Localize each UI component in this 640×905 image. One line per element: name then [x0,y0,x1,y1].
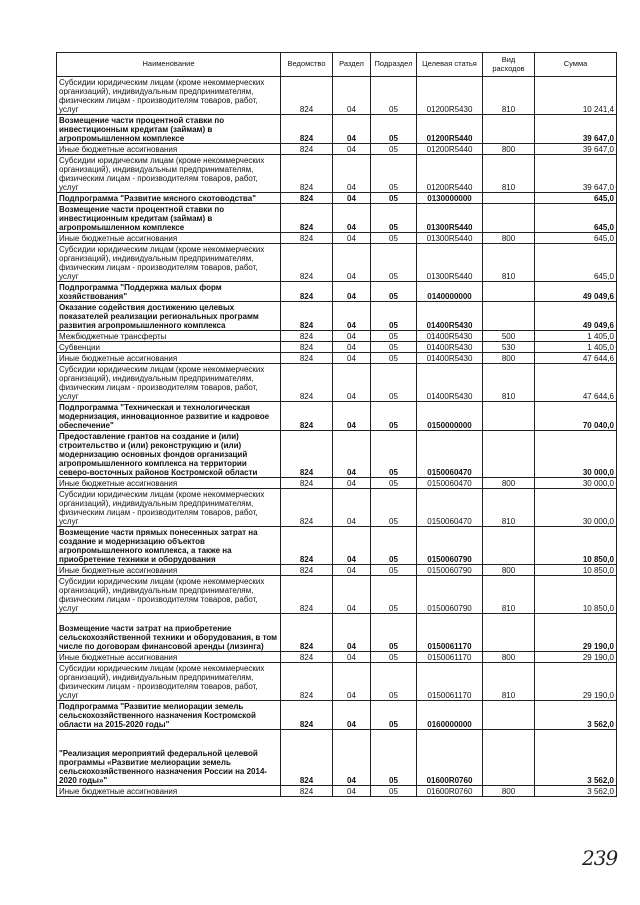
cell-target: 0150061170 [417,652,483,663]
cell-name: Иные бюджетные ассигнования [57,786,281,797]
table-row [57,115,617,144]
table-row [57,701,617,730]
cell-section: 04 [333,331,371,342]
cell-dept: 824 [281,302,333,331]
cell-target: 01300R5440 [417,244,483,282]
cell-exp-type: 800 [483,478,535,489]
header-sum: Сумма [535,53,617,77]
cell-exp-type: 800 [483,652,535,663]
cell-section: 04 [333,527,371,565]
cell-dept: 824 [281,244,333,282]
cell-subsection: 05 [371,282,417,302]
header-section: Раздел [333,53,371,77]
cell-sum: 29 190,0 [535,663,617,701]
cell-exp-type [483,730,535,786]
cell-dept: 824 [281,730,333,786]
cell-section: 04 [333,786,371,797]
cell-target: 01400R5430 [417,331,483,342]
cell-dept: 824 [281,402,333,431]
cell-dept: 824 [281,663,333,701]
cell-sum: 47 644,6 [535,364,617,402]
table-row [57,204,617,233]
table-row [57,730,617,786]
cell-target: 0140000000 [417,282,483,302]
cell-section: 04 [333,364,371,402]
cell-dept: 824 [281,565,333,576]
cell-sum: 3 562,0 [535,786,617,797]
header-name: Наименование [57,53,281,77]
cell-target: 01300R5440 [417,204,483,233]
cell-subsection: 05 [371,233,417,244]
cell-exp-type [483,431,535,478]
cell-name: Субсидии юридическим лицам (кроме некоммерческих организаций), индивидуальным предпринимателям, физическим лицам - производителям товаров, работ, услуг [57,489,281,527]
cell-sum: 645,0 [535,204,617,233]
cell-target: 0150060790 [417,565,483,576]
cell-name: Подпрограмма "Техническая и технологическая модернизация, инновационное развитие и кадровое обеспечение" [57,402,281,431]
table-row [57,489,617,527]
cell-target: 01200R5440 [417,155,483,193]
cell-exp-type: 800 [483,233,535,244]
table-row [57,431,617,478]
cell-name: Субсидии юридическим лицам (кроме некоммерческих организаций), индивидуальным предпринимателям, физическим лицам - производителям товаров, работ, услуг [57,576,281,614]
cell-target: 0150000000 [417,402,483,431]
cell-dept: 824 [281,701,333,730]
cell-dept: 824 [281,353,333,364]
table-row [57,155,617,193]
cell-subsection: 05 [371,478,417,489]
table-row [57,614,617,652]
cell-target: 0150060790 [417,527,483,565]
cell-target: 0150060470 [417,431,483,478]
cell-section: 04 [333,565,371,576]
cell-name: Иные бюджетные ассигнования [57,353,281,364]
cell-dept: 824 [281,478,333,489]
cell-sum: 30 000,0 [535,431,617,478]
cell-target: 0150061170 [417,663,483,701]
cell-section: 04 [333,576,371,614]
cell-section: 04 [333,652,371,663]
cell-target: 0150060470 [417,489,483,527]
cell-section: 04 [333,614,371,652]
cell-target: 0150061170 [417,614,483,652]
cell-sum: 29 190,0 [535,652,617,663]
cell-dept: 824 [281,233,333,244]
table-row [57,302,617,331]
cell-subsection: 05 [371,576,417,614]
cell-dept: 824 [281,193,333,204]
cell-name: Субсидии юридическим лицам (кроме некоммерческих организаций), индивидуальным предпринимателям, физическим лицам - производителям товаров, работ, услуг [57,244,281,282]
cell-target: 01200R5430 [417,77,483,115]
cell-subsection: 05 [371,786,417,797]
cell-dept: 824 [281,204,333,233]
cell-target: 01600R0760 [417,730,483,786]
cell-subsection: 05 [371,527,417,565]
cell-dept: 824 [281,77,333,115]
cell-dept: 824 [281,489,333,527]
cell-sum: 49 049,6 [535,282,617,302]
table-row [57,77,617,115]
cell-sum: 47 644,6 [535,353,617,364]
cell-sum: 70 040,0 [535,402,617,431]
cell-sum: 39 647,0 [535,115,617,144]
table-row [57,786,617,797]
cell-dept: 824 [281,652,333,663]
cell-section: 04 [333,302,371,331]
cell-section: 04 [333,701,371,730]
cell-target: 01400R5430 [417,342,483,353]
cell-target: 0150060790 [417,576,483,614]
cell-target: 01200R5440 [417,115,483,144]
cell-section: 04 [333,193,371,204]
cell-subsection: 05 [371,663,417,701]
cell-name: Иные бюджетные ассигнования [57,565,281,576]
header-dept: Ведомство [281,53,333,77]
cell-exp-type: 810 [483,489,535,527]
cell-sum: 10 850,0 [535,576,617,614]
cell-name: Возмещение части затрат на приобретение сельскохозяйственной техники и оборудования, в том числе по договорам финансовой аренды (лизинга) [57,614,281,652]
cell-sum: 645,0 [535,233,617,244]
table-row [57,364,617,402]
cell-exp-type: 800 [483,144,535,155]
cell-subsection: 05 [371,614,417,652]
cell-dept: 824 [281,364,333,402]
cell-section: 04 [333,77,371,115]
cell-dept: 824 [281,614,333,652]
cell-section: 04 [333,155,371,193]
cell-name: Подпрограмма "Поддержка малых форм хозяйствования" [57,282,281,302]
cell-dept: 824 [281,144,333,155]
cell-section: 04 [333,478,371,489]
table-row [57,331,617,342]
cell-exp-type [483,402,535,431]
cell-name: Иные бюджетные ассигнования [57,233,281,244]
cell-subsection: 05 [371,193,417,204]
cell-dept: 824 [281,282,333,302]
cell-target: 01600R0760 [417,786,483,797]
cell-dept: 824 [281,576,333,614]
cell-section: 04 [333,282,371,302]
cell-target: 01400R5430 [417,353,483,364]
cell-subsection: 05 [371,302,417,331]
table-row [57,144,617,155]
cell-exp-type [483,701,535,730]
cell-section: 04 [333,144,371,155]
cell-subsection: 05 [371,144,417,155]
table-row [57,193,617,204]
cell-target: 01300R5440 [417,233,483,244]
cell-name: Межбюджетные трансферты [57,331,281,342]
cell-section: 04 [333,115,371,144]
cell-subsection: 05 [371,204,417,233]
cell-section: 04 [333,402,371,431]
cell-exp-type: 810 [483,364,535,402]
table-row [57,282,617,302]
cell-name: Субсидии юридическим лицам (кроме некоммерческих организаций), индивидуальным предпринимателям, физическим лицам - производителям товаров, работ, услуг [57,663,281,701]
cell-dept: 824 [281,155,333,193]
cell-sum: 1 405,0 [535,342,617,353]
cell-sum: 39 647,0 [535,155,617,193]
cell-name: Подпрограмма "Развитие мясного скотоводства" [57,193,281,204]
cell-name: Субсидии юридическим лицам (кроме некоммерческих организаций), индивидуальным предпринимателям, физическим лицам - производителям товаров, работ, услуг [57,77,281,115]
table-row [57,342,617,353]
cell-section: 04 [333,342,371,353]
cell-dept: 824 [281,527,333,565]
cell-sum: 10 850,0 [535,565,617,576]
cell-subsection: 05 [371,701,417,730]
cell-target: 0150060470 [417,478,483,489]
table-header-row [57,53,617,77]
cell-dept: 824 [281,115,333,144]
table-row [57,402,617,431]
cell-section: 04 [333,353,371,364]
cell-exp-type [483,527,535,565]
cell-target: 01400R5430 [417,302,483,331]
cell-subsection: 05 [371,652,417,663]
header-exp-type: Вид расходов [483,53,535,77]
cell-subsection: 05 [371,342,417,353]
header-subsection: Подраздел [371,53,417,77]
cell-exp-type: 810 [483,155,535,193]
cell-name: Субсидии юридическим лицам (кроме некоммерческих организаций), индивидуальным предпринимателям, физическим лицам - производителям товаров, работ, услуг [57,364,281,402]
cell-subsection: 05 [371,77,417,115]
cell-sum: 645,0 [535,244,617,282]
cell-sum: 30 000,0 [535,489,617,527]
cell-sum: 49 049,6 [535,302,617,331]
cell-exp-type: 800 [483,786,535,797]
cell-section: 04 [333,204,371,233]
cell-subsection: 05 [371,244,417,282]
cell-subsection: 05 [371,155,417,193]
cell-exp-type [483,115,535,144]
cell-exp-type [483,193,535,204]
cell-subsection: 05 [371,331,417,342]
cell-section: 04 [333,663,371,701]
cell-subsection: 05 [371,364,417,402]
cell-sum: 30 000,0 [535,478,617,489]
page-number: 239 [582,846,618,870]
cell-sum: 3 562,0 [535,701,617,730]
cell-name: Субсидии юридическим лицам (кроме некоммерческих организаций), индивидуальным предпринимателям, физическим лицам - производителям товаров, работ, услуг [57,155,281,193]
cell-sum: 645,0 [535,193,617,204]
table-row [57,652,617,663]
cell-exp-type [483,614,535,652]
table-row [57,565,617,576]
cell-exp-type [483,302,535,331]
cell-exp-type: 800 [483,565,535,576]
cell-target: 01400R5430 [417,364,483,402]
cell-name: Оказание содействия достижению целевых показателей реализации региональных программ развития агропромышленного комплекса [57,302,281,331]
cell-sum: 39 647,0 [535,144,617,155]
cell-section: 04 [333,489,371,527]
cell-dept: 824 [281,331,333,342]
cell-name: "Реализация мероприятий федеральной целевой программы «Развитие мелиорации земель сельскохозяйственного назначения России на 2014-2020 годы»" [57,730,281,786]
cell-section: 04 [333,730,371,786]
table-row [57,478,617,489]
cell-sum: 10 850,0 [535,527,617,565]
cell-name: Иные бюджетные ассигнования [57,478,281,489]
cell-dept: 824 [281,786,333,797]
table-row [57,353,617,364]
cell-subsection: 05 [371,565,417,576]
table-row [57,233,617,244]
cell-dept: 824 [281,431,333,478]
table-row [57,663,617,701]
table-row [57,576,617,614]
cell-exp-type: 500 [483,331,535,342]
cell-subsection: 05 [371,489,417,527]
cell-exp-type [483,204,535,233]
cell-sum: 10 241,4 [535,77,617,115]
cell-exp-type: 810 [483,663,535,701]
cell-subsection: 05 [371,431,417,478]
cell-target: 0160000000 [417,701,483,730]
cell-name: Подпрограмма "Развитие мелиорации земель сельскохозяйственного назначения Костромской области на 2015-2020 годы" [57,701,281,730]
cell-sum: 3 562,0 [535,730,617,786]
cell-exp-type: 810 [483,576,535,614]
cell-dept: 824 [281,342,333,353]
cell-name: Предоставление грантов на создание и (или) строительство и (или) реконструкцию и (или) модернизацию основных фондов организаций агропромышленного комплекса на территории северо-восточных районов Костромской области [57,431,281,478]
cell-target: 01200R5440 [417,144,483,155]
cell-exp-type: 530 [483,342,535,353]
cell-subsection: 05 [371,402,417,431]
cell-name: Возмещение части процентной ставки по инвестиционным кредитам (займам) в агропромышленном комплексе [57,204,281,233]
cell-subsection: 05 [371,115,417,144]
cell-sum: 1 405,0 [535,331,617,342]
cell-exp-type: 810 [483,244,535,282]
cell-name: Иные бюджетные ассигнования [57,652,281,663]
cell-section: 04 [333,431,371,478]
cell-target: 0130000000 [417,193,483,204]
cell-name: Возмещение части прямых понесенных затрат на создание и модернизацию объектов агропромышленного комплекса, а также на приобретение техники и оборудования [57,527,281,565]
cell-exp-type [483,282,535,302]
cell-section: 04 [333,233,371,244]
cell-exp-type: 810 [483,77,535,115]
cell-name: Иные бюджетные ассигнования [57,144,281,155]
cell-section: 04 [333,244,371,282]
cell-exp-type: 800 [483,353,535,364]
table-body [57,77,617,797]
budget-table [56,52,617,797]
cell-name: Возмещение части процентной ставки по инвестиционным кредитам (займам) в агропромышленном комплексе [57,115,281,144]
cell-subsection: 05 [371,353,417,364]
cell-sum: 29 190,0 [535,614,617,652]
table-row [57,244,617,282]
table-row [57,527,617,565]
cell-subsection: 05 [371,730,417,786]
cell-name: Субвенции [57,342,281,353]
header-target: Целевая статья [417,53,483,77]
